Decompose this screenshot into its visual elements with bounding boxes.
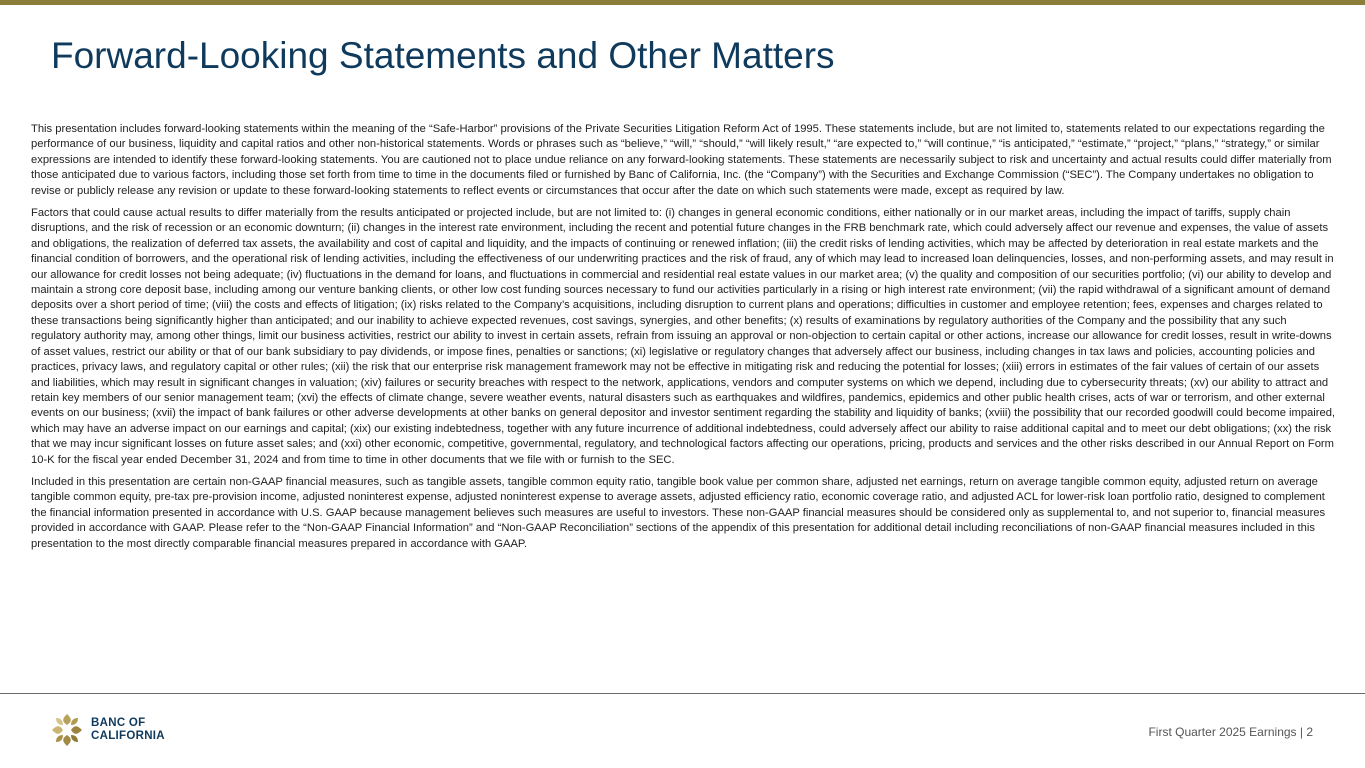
banc-of-california-ring-icon bbox=[51, 713, 83, 747]
logo-line-2: CALIFORNIA bbox=[91, 730, 165, 742]
footer-divider bbox=[0, 693, 1365, 694]
footer-page-label: First Quarter 2025 Earnings | 2 bbox=[1148, 725, 1313, 739]
paragraph-risk-factors: Factors that could cause actual results to differ materially from the results anticipated or projected include, but are not limited to: (i) changes in general economic conditions, either nationally or in our market areas, including the impact of tariffs, supply chain disruptions, and the risk of recession or an economic downturn; (ii) changes in the interest rate environment, including the recent and potential future changes in the FRB benchmark rate, which could adversely affect our revenue and expenses, the value of assets and obligations, the realization of deferred tax assets, the availability and cost of capital and liquidity, and the impacts of continuing or renewed inflation; (iii) the credit risks of lending activities, which may be affected by deterioration in real estate markets and the financial condition of borrowers, and the operational risk of lending activities, including the effectiveness of our underwriting practices and the risk of fraud, any of which may lead to increased loan delinquencies, losses, and non-performing assets, and may result in our allowance for credit losses not being adequate; (iv) fluctuations in the demand for loans, and fluctuations in commercial and residential real estate values in our market area; (v) the quality and composition of our securities portfolio; (vi) our ability to develop and maintain a strong core deposit base, including among our venture banking clients, or other low cost funding sources necessary to fund our activities particularly in a rising or high interest rate environment; (vii) the rapid withdrawal of a significant amount of demand deposits over a short period of time; (viii) the costs and effects of litigation; (ix) risks related to the Company’s acquisitions, including disruption to current plans and operations; difficulties in customer and employee retention; fees, expenses and charges related to these transactions being significantly higher than anticipated; and our inability to achieve expected revenues, cost savings, synergies, and other benefits; (x) results of examinations by regulatory authorities of the Company and the possibility that any such regulatory authority may, among other things, limit our business activities, restrict our ability to invest in certain assets, refrain from issuing an approval or non-objection to certain capital or other actions, increase our allowance for credit losses, result in write-downs of asset values, restrict our ability or that of our bank subsidiary to pay dividends, or impose fines, penalties or sanctions; (xi) legislative or regulatory changes that adversely affect our business, including changes in tax laws and policies, accounting policies and practices, privacy laws, and regulatory capital or other rules; (xii) the risk that our enterprise risk management framework may not be effective in mitigating risk and reducing the potential for losses; (xiii) errors in estimates of the fair values of certain of our assets and liabilities, which may result in significant changes in valuation; (xiv) failures or security breaches with respect to the network, applications, vendors and computer systems on which we depend, including due to cybersecurity threats; (xv) our ability to attract and retain key members of our senior management team; (xvi) the effects of climate change, severe weather events, natural disasters such as earthquakes and wildfires, pandemics, epidemics and other public health crises, acts of war or terrorism, and other external events on our business; (xvii) the impact of bank failures or other adverse developments at other banks on general depositor and investor sentiment regarding the stability and liquidity of banks; (xviii) the possibility that our recorded goodwill could become impaired, which may have an adverse impact on our earnings and capital; (xix) our existing indebtedness, together with any future incurrence of additional indebtedness, could adversely affect our ability to raise additional capital and to meet our debt obligations; (xx) the risk that we may incur significant losses on future asset sales; and (xxi) other economic, competitive, governmental, regulatory, and technological factors affecting our operations, pricing, products and services and the other risks described in our Annual Report on Form 10-K for the fiscal year ended December 31, 2024 and from time to time in other documents that we file with or furnish to the SEC. bbox=[31, 207, 1336, 466]
logo-wordmark bbox=[91, 717, 165, 743]
paragraph-forward-looking: This presentation includes forward-looking statements within the meaning of the “Safe-Harbor” provisions of the Private Securities Litigation Reform Act of 1995. These statements include, but are not limited to, statements related to our expectations regarding the performance of our business, liquidity and capital ratios and other non-historical statements. Words or phrases such as “believe,” “will,” “should,” “will likely result,” “are expected to,” “will continue,” “is anticipated,” “estimate,” “project,” “plans,” “strategy,” or similar expressions are intended to identify these forward-looking statements. You are cautioned not to place undue reliance on any forward-looking statements. These statements are necessarily subject to risk and uncertainty and actual results could differ materially from those anticipated due to various factors, including those set forth from time to time in the documents filed or furnished by Banc of California, Inc. (the “Company”) with the Securities and Exchange Commission (“SEC”). The Company undertakes no obligation to revise or publicly release any revision or update to these forward-looking statements to reflect events or circumstances that occur after the date on which such statements were made, except as required by law. bbox=[31, 123, 1332, 197]
logo-line-1: BANC OF bbox=[91, 717, 146, 729]
paragraph-non-gaap: Included in this presentation are certain non-GAAP financial measures, such as tangible assets, tangible common equity ratio, tangible book value per common share, adjusted net earnings, return on average tangible common equity, adjusted return on average tangible common equity, pre-tax pre-provision income, adjusted noninterest expense, adjusted noninterest expense to average assets, adjusted efficiency ratio, economic coverage ratio, and adjusted ACL for lower-risk loan portfolio ratio, designed to complement the financial information presented in accordance with U.S. GAAP because management believes such measures are useful to investors. These non-GAAP financial measures should be considered only as supplemental to, and not superior to, financial measures provided in accordance with GAAP. Please refer to the “Non-GAAP Financial Information” and “Non-GAAP Reconciliation” sections of the appendix of this presentation for additional detail including reconciliations of non-GAAP financial measures included in this presentation to the most directly comparable financial measures prepared in accordance with GAAP. bbox=[31, 475, 1326, 550]
top-accent-bar bbox=[0, 0, 1365, 5]
company-logo bbox=[51, 713, 165, 747]
body-text bbox=[31, 122, 1336, 559]
slide-title: Forward-Looking Statements and Other Matters bbox=[51, 35, 835, 76]
